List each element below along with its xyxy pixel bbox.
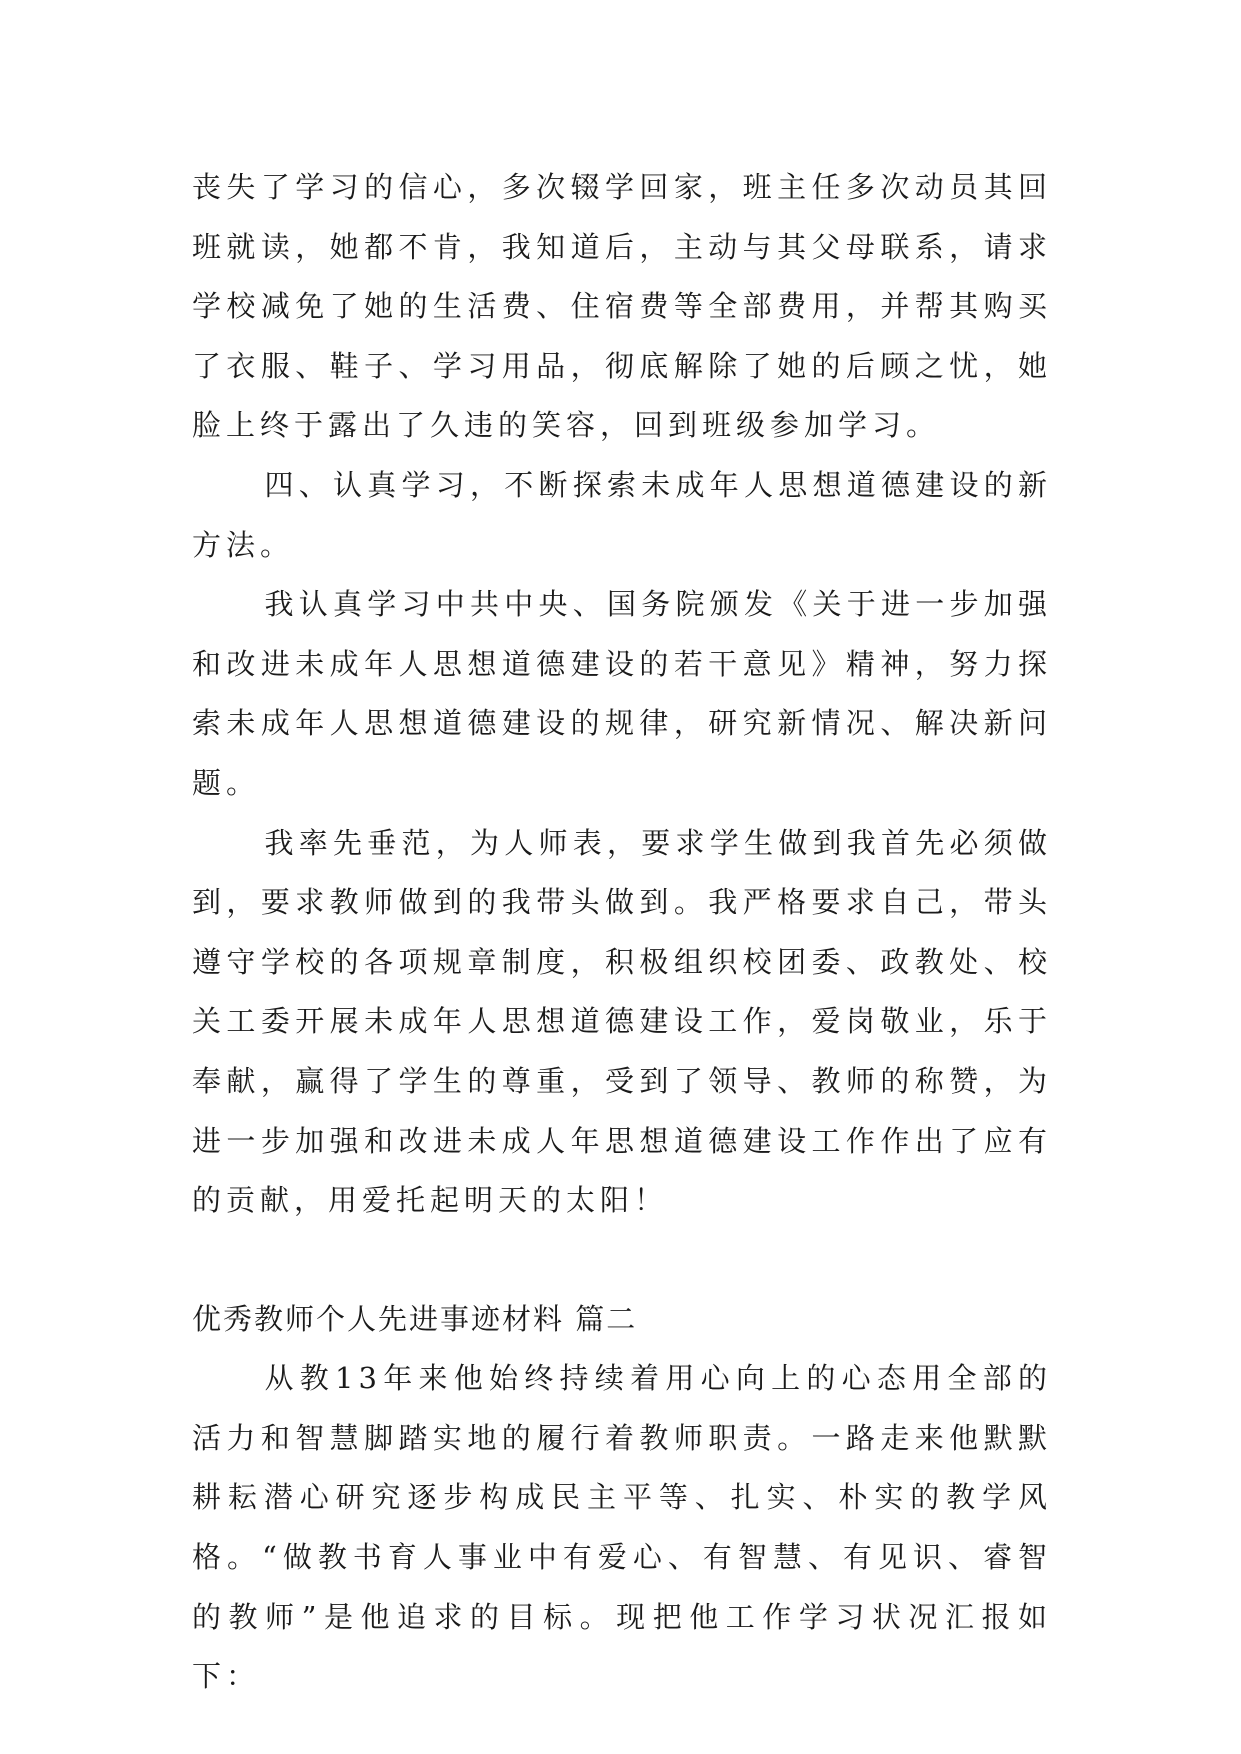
section-heading: 优秀教师个人先进事迹材料 篇二 xyxy=(192,1301,638,1336)
paragraph-study-guidance: 我认真学习中共中央、国务院颁发《关于进一步加强和改进未成年人思想道德建设的若干意见》精神，努力探索未成年人思想道德建设的规律，研究新情况、解决新问题。 xyxy=(192,587,1052,800)
paragraph-continued: 丧失了学习的信心，多次辍学回家，班主任多次动员其回班就读，她都不肯，我知道后，主动与其父母联系，请求学校减免了她的生活费、住宿费等全部费用，并帮其购买了衣服、鞋子、学习用品，彻底解除了她的后顾之忧，她脸上终于露出了久违的笑容，回到班级参加学习。 xyxy=(192,170,1052,443)
paragraph-section-two-intro: 从教13年来他始终持续着用心向上的心态用全部的活力和智慧脚踏实地的履行着教师职责。一路走来他默默耕耘潜心研究逐步构成民主平等、扎实、朴实的教学风格。“做教书育人事业中有爱心、有智慧、有见识、睿智的教师”是他追求的目标。现把他工作学习状况汇报如下： xyxy=(192,1361,1052,1694)
paragraph-section-four-heading: 四、认真学习，不断探索未成年人思想道德建设的新方法。 xyxy=(192,467,1052,562)
paragraph-lead-by-example: 我率先垂范，为人师表，要求学生做到我首先必须做到，要求教师做到的我带头做到。我严格要求自己，带头遵守学校的各项规章制度，积极组织校团委、政教处、校关工委开展未成年人思想道德建设工作，爱岗敬业，乐于奉献，赢得了学生的尊重，受到了领导、教师的称赞，为进一步加强和改进未成人年思想道德建设工作作出了应有的贡献，用爱托起明天的太阳！ xyxy=(192,825,1052,1218)
document-body xyxy=(192,158,1052,1707)
